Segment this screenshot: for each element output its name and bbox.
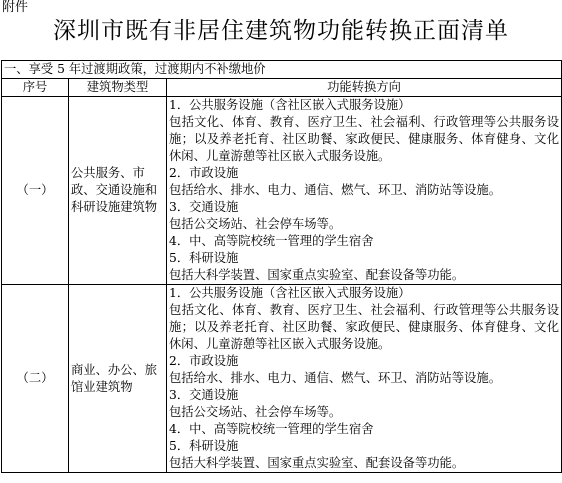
function-detail: 包括给水、排水、电力、通信、燃气、环卫、消防站等设施。 [169, 371, 502, 385]
function-heading: 2．市政设施 [169, 166, 239, 180]
row-building-type: 商业、办公、旅馆业建筑物 [69, 285, 167, 473]
function-detail: 包括大科学装置、国家重点实验室、配套设备等功能。 [169, 456, 465, 470]
function-detail: 包括给水、排水、电力、通信、燃气、环卫、消防站等设施。 [169, 183, 502, 197]
function-detail: 包括文化、体育、教育、医疗卫生、社会福利、行政管理等公共服务设施；以及养老托育、社区助餐、家政便民、健康服务、体育健身、文化休闲、儿童游憩等社区嵌入式服务设施。 [169, 303, 560, 351]
function-detail: 包括大科学装置、国家重点实验室、配套设备等功能。 [169, 268, 465, 282]
table-row [2, 97, 562, 285]
function-detail: 包括文化、体育、教育、医疗卫生、社会福利、行政管理等公共服务设施；以及养老托育、社区助餐、家政便民、健康服务、体育健身、文化休闲、儿童游憩等社区嵌入式服务设施。 [169, 115, 560, 163]
header-row [2, 79, 562, 97]
section-row [2, 61, 562, 79]
table-row [2, 285, 562, 473]
row-seq: （二） [2, 285, 69, 473]
document-title: 深圳市既有非居住建筑物功能转换正面清单 [53, 18, 509, 44]
function-conversion-table [1, 60, 562, 473]
function-detail: 包括公交场站、社会停车场等。 [169, 405, 342, 419]
attachment-label: 附件 [2, 0, 29, 15]
function-heading: 5．科研设施 [169, 251, 239, 265]
function-detail: 包括公交场站、社会停车场等。 [169, 217, 342, 231]
row-building-type: 公共服务、市政、交通设施和科研设施建筑物 [69, 97, 167, 285]
row-seq: （一） [2, 97, 69, 285]
function-heading: 3．交通设施 [169, 200, 239, 214]
header-function-direction: 功能转换方向 [167, 79, 562, 97]
function-heading: 1．公共服务设施（含社区嵌入式服务设施） [169, 286, 411, 300]
function-heading: 3．交通设施 [169, 388, 239, 402]
header-seq: 序号 [2, 79, 69, 97]
function-heading: 1．公共服务设施（含社区嵌入式服务设施） [169, 98, 411, 112]
header-building-type: 建筑物类型 [69, 79, 167, 97]
section-label: 一、享受 5 年过渡期政策，过渡期内不补缴地价 [2, 61, 562, 79]
row-function-list [167, 97, 562, 285]
function-heading: 4．中、高等院校统一管理的学生宿舍 [169, 422, 374, 436]
function-heading: 5．科研设施 [169, 439, 239, 453]
row-function-list [167, 285, 562, 473]
function-heading: 4．中、高等院校统一管理的学生宿舍 [169, 234, 374, 248]
function-heading: 2．市政设施 [169, 354, 239, 368]
